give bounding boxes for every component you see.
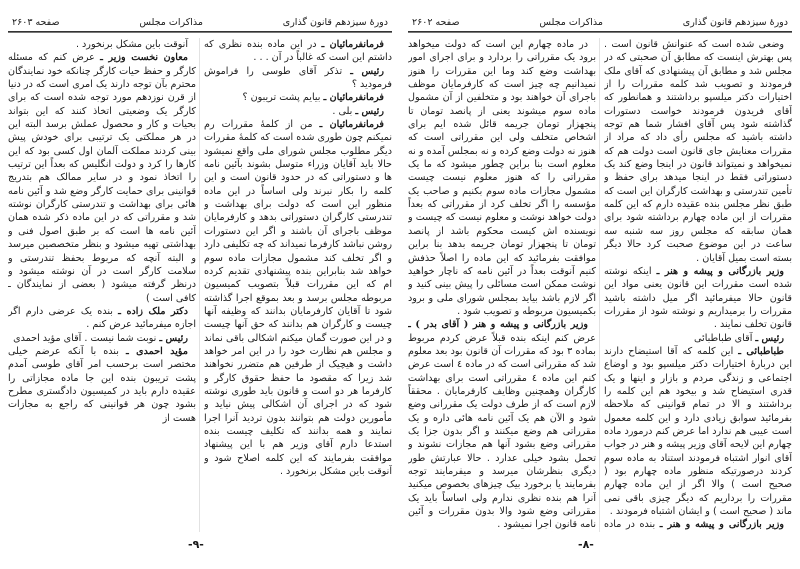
paragraph-text: این کلمه که آقا استیضاح دارند این دربارهٔ اختیارات دکتر میلسپو بود و اوضاع اجتماعی و زندگی مردم و بازار و اینها و یک قدری استیضاح شد و بیخود هم این کلمه را برداشتند و الا در تمام قوانینی که ملاحظه بفرمائید سوابق زیادی دارد و این کلمه معمول است عیبی هم ندارد اما عرض کنم درمورد ماده چهارم این لایحه آقای وزیر پیشه و هنر در جواب آقای انوار اشتباه فرمودند استناد به ماده سوم کردند درصورتیکه منظور ماده چهارم بود ( صحیح است ) والا اگر از این ماده چهارم مقررات را برداریم که دیگر چیزی باقی نمی ماند ( صحیح است ) و ایشان اشتباه فرمودند . xyxy=(604,345,792,518)
speaker-name: فرمانفرمائیان ـ xyxy=(319,119,384,131)
paragraph-text: در ماده چهارم این است که دولت میخواهد برود یک مقرراتی را بردارد و برای اجرای امور بهداشت وضع کند وما این مقررات را هنوز نمیدانیم چه چیز است که کارفرمایان موظف باجرای آن خواهند بود و متخلفین از آن مشمول ماده سوم میشوند یعنی از پانصد تومان تا پنجهزار تومان جریمه قائل شده ایم برای اشخاص متخلف ولی این مقرراتی است که هنوز نه دولت وضع کرده و نه بمجلس آمده و نه معلوم است بنا براین چطور میشود که ما یک مقرراتی را که هنوز معلوم نیست چیست مشمول مجازات ماده سوم بکنیم و صاحب یک مؤسسه را اگر تخلف کرد از مقرراتی که بعداً دولت خواهد نوشت و معلوم نیست که چیست و نویسنده اش کیست محکوم باشد از پانصد تومان تا پنجهزار تومان جریمه بدهد بنا براین موافقت بفرمائید که این ماده را اصلاً حذفش کنیم آنوقت بعداً در آئین نامه که ناچار خواهید نوشت ممکن است مسائلی را پیش بینی کنید و اگر لازم باشد بیاید بمجلس شورای ملی و برود بکمیسیون مربوطه و تصویب شود . xyxy=(408,39,596,317)
paragraph-text: بنده با آنکه عرضم خیلی مختصر است برحسب امر آقای طوسی آمدم پشت تریبون بنده این جا ماده مجازاتی را عقیده دارم باید در کمیسیون دادگستری مطرح بشود چون هر قوانینی که راجع به مجازات هست از xyxy=(8,345,196,424)
paragraph xyxy=(604,345,792,518)
header-page: صفحه ۲۶۰۳ xyxy=(12,17,60,28)
paragraph xyxy=(604,332,792,345)
paragraph xyxy=(604,265,792,332)
paragraph-text: تذکر آقای طوسی را فراموش فرمودید ؟ xyxy=(204,65,392,91)
paragraph xyxy=(204,118,392,478)
speaker-name: فرمانفرمائیان ـ xyxy=(321,39,384,50)
text-column-right xyxy=(204,38,392,532)
paragraph xyxy=(8,51,196,305)
paragraph-text: نوبت شما نیست . آقای مؤید احمدی xyxy=(13,332,160,344)
paragraph-text: وضعی شده است که عنوانش قانون است . پس بهترش اینست که مطابق آن صحبتی که در مجلس شد و مطابق آن پیشنهادی که آقای ملک فرمودند و تصویب شد کلمه مقررات را از اختیارات دکتر میلسپو برداشتند و همانطور که آقای فریدون فرمودند خواست دستورات گذاشته شود پس آقای افشار شما هم توجه داشته باشید که مجلس رأی داد که مراد از مقررات معنایش جای قانون است دولت هم که نمیخواهد و نمیتواند قانون در اینجا وضع کند یک دستوراتی فقط در اینجا میدهد برای حفظ و تأمین تندرستی و بهداشت کارگران این است که طبق نظر مجلس بنده عقیده دارم که این کلمه مقررات از این ماده چهارم برداشته شود برای همان سابقه که مجلس روز سه شنبه سه ساعت در این موضوع صحبت کرد حالا دیگر بسته است بمیل آقایان . xyxy=(604,39,792,264)
column-divider xyxy=(199,38,200,532)
paragraph xyxy=(408,318,596,532)
paragraph-text: بلی . xyxy=(332,105,356,117)
page-number: -۹- xyxy=(188,538,204,551)
header-title: مذاکرات مجلس xyxy=(139,17,203,28)
header-rule xyxy=(408,31,792,33)
header-session: دورهٔ سیزدهم قانون گذاری xyxy=(282,17,388,28)
speaker-name: رئیس ـ xyxy=(755,332,784,344)
paragraph-text: من از کلمهٔ مقررات رم نمیکنم چون طوری شده است که کلمهٔ مقررات دیگر مطلوب مجلس شورای ملی واقع نمیشود حالا باید آقایان وزراء متوسل بشوند بآئین نامه ها و دستوراتی که در حدود قانون است و این کلمه را بکار نبرند ولی اساساً در این ماده منظور این است که دولت برای بهداشت و تندرستی کارگران دستوراتی بدهد و کارفرمایان موظف باجرای آن باشند و اگر این دستورات روشن نباشد کارفرما نمیداند که چه تکلیفی دارد و اگر تخلف کند مشمول مجازات ماده سوم خواهد شد بنابراین بنده پیشنهادی تقدیم کرده ام که این مقررات قبلاً بتصویب کمیسیون مربوطه مجلس برسد و بعد بموقع اجرا گذاشته شود تا آقایان کارفرمایان بدانند که وظیفه آنها چیست و کارگران هم بدانند که حق آنها چیست و در این صورت گمان میکنم اشکالی باقی نماند و مجلس هم نظارت خود را در این امر خواهد داشت و هیچیک از طرفین هم متضرر نخواهند شد زیرا که مقصود ما حفظ حقوق کارگر و کارفرما هر دو است و قانون باید طوری نوشته شود که در اجرای آن اشکالی پیش نیاید و مأمورین دولت هم بتوانند بدون تردید آنرا اجرا نمایند و همه بدانند که تکلیف چیست بنده استدعا دارم آقای وزیر هم با این پیشنهاد موافقت بفرمایند که این کلمه اصلاح شود و آنوقت باین مشکل برنخورد . xyxy=(204,119,392,477)
paragraph-text: بنده در ماده xyxy=(604,519,656,531)
paragraph xyxy=(204,105,392,118)
speaker-name: طباطبائی ـ xyxy=(738,345,784,357)
paragraph-text: اینکه نوشته شده است مقررات این قانون یعنی مواد این قانون حالا میفرمائید اگر میل داشته باشید مقررات را برمیداریم و نوشته شود از مقررات قانون تخلف نمایند . xyxy=(604,265,792,331)
speaker-name: فرمانفرمائیان ـ xyxy=(323,92,384,104)
speaker-name: رئیس ـ xyxy=(355,105,384,117)
paragraph xyxy=(8,305,196,332)
paragraph xyxy=(8,345,196,425)
paragraph xyxy=(8,332,196,345)
paragraph xyxy=(604,38,792,265)
speaker-name: وزیر بازرگانی و پیشه و هنر ( آقای بدر ) ـ xyxy=(408,319,588,331)
speaker-name: وزیر بازرگانی و پیشه و هنر ـ xyxy=(659,519,784,531)
text-column-right xyxy=(604,38,792,532)
paragraph-text: بیایم پشت تریبون ؟ xyxy=(242,92,324,104)
paragraph-text: عرض کنم که مسئله کارگر و حفظ حیات کارگر چنانکه خود نمایندگان محترم بآن توجه دارند یک امری است که در دنیا از قرن نوزدهم مورد توجه شده است که برای کارگر یک وضعیتی اتخاذ کنند که این بتواند بحیات و کار و محصول عملش برسد البته این در هر مملکتی یک ترتیبی برای خودش پیش بینی کردند مملکت آلمان اول کسی بود که این کارها را کرد و دولت انگلیس که بعداً این ترتیب را اتخاذ نمود و در سایر ممالک هم بتدریج قوانینی برای حمایت کارگر وضع شد و آئین نامه هائی برای بهداشت و تندرستی کارگران نوشته شد و مقرراتی که در این ماده ذکر شده همان آئین نامه ها است که بر طبق اصول فنی و بهداشتی تهیه میشود و بنظر متخصصین میرسد و البته آنچه که مربوط بحفظ تندرستی و سلامت کارگر است در آن نوشته میشود و درنظر گرفته میشود ( بعضی از نمایندگان ـ کافی است ) xyxy=(8,52,196,304)
paragraph-text: بنده یک عرضی دارم اگر اجازه میفرمائید عرض کنم . xyxy=(8,305,196,331)
right-page xyxy=(400,0,800,569)
column-divider xyxy=(599,38,600,532)
speaker-name: مؤید احمدی ـ xyxy=(125,345,188,357)
paragraph-text: آنوقت باین مشکل برنخورد . xyxy=(75,39,188,50)
paragraph-text: در این ماده بنده نظری که داشتم این است که غالباً در آن . . . xyxy=(204,39,392,64)
speaker-name: رئیس ـ xyxy=(159,332,188,344)
paragraph xyxy=(604,518,792,532)
text-column-left xyxy=(8,38,196,532)
header-rule xyxy=(8,31,392,33)
speaker-name: وزیر بازرگانی و پیشه و هنر ـ xyxy=(656,265,784,277)
speaker-name: دکتر ملک زاده ـ xyxy=(118,305,188,317)
header-title: مذاکرات مجلس xyxy=(539,17,603,28)
paragraph-text: آقای طباطبائی xyxy=(694,332,756,344)
running-header xyxy=(12,12,388,28)
running-header xyxy=(412,12,788,28)
speaker-name: رئیس ـ xyxy=(350,65,384,77)
paragraph xyxy=(204,38,392,65)
page-number: -۸- xyxy=(578,538,594,551)
paragraph xyxy=(204,91,392,104)
text-column-left xyxy=(408,38,596,532)
header-page: صفحه ۲۶۰۲ xyxy=(412,17,460,28)
paragraph-text: عرض کنم اینکه بنده قبلاً عرض کردم مربوط بماده ۳ بود که مقررات آن قانون بود بعد معلوم شد که مقرراتی است که در ماده ٤ است عرض کنم این ماده ٤ مقرراتی است برای بهداشت کارگران وهمچنین وظایف کارفرمایان . محققاً لازم است که از طرف دولت یک مقررانی وضع شود و الآن هم یک آئین نامه هائی داره و یک مقرراتی هم وضع میکنند و اگر بدون جزا یک مقرراتی وضع بشود آنها هم مجازات نشوند و تحمل بشود خیلی عدارد . حالا عبارتش طور دیگری بنظرشان میرسد و میفرمایند توجه بفرمایند یا برخورد بیک چیزهای بخصوص میکنید آنرا هم بنده نظری ندارم ولی اساساً باید یک مقرراتی وضع شود والا بدون مقررات و آئین نامه قانون اجرا نمیشود . xyxy=(408,332,596,531)
header-session: دورهٔ سیزدهم قانون گذاری xyxy=(682,17,788,28)
paragraph xyxy=(8,38,196,51)
paragraph xyxy=(204,65,392,92)
paragraph xyxy=(408,38,596,318)
speaker-name: معاون نخست وزیر ـ xyxy=(100,52,188,64)
